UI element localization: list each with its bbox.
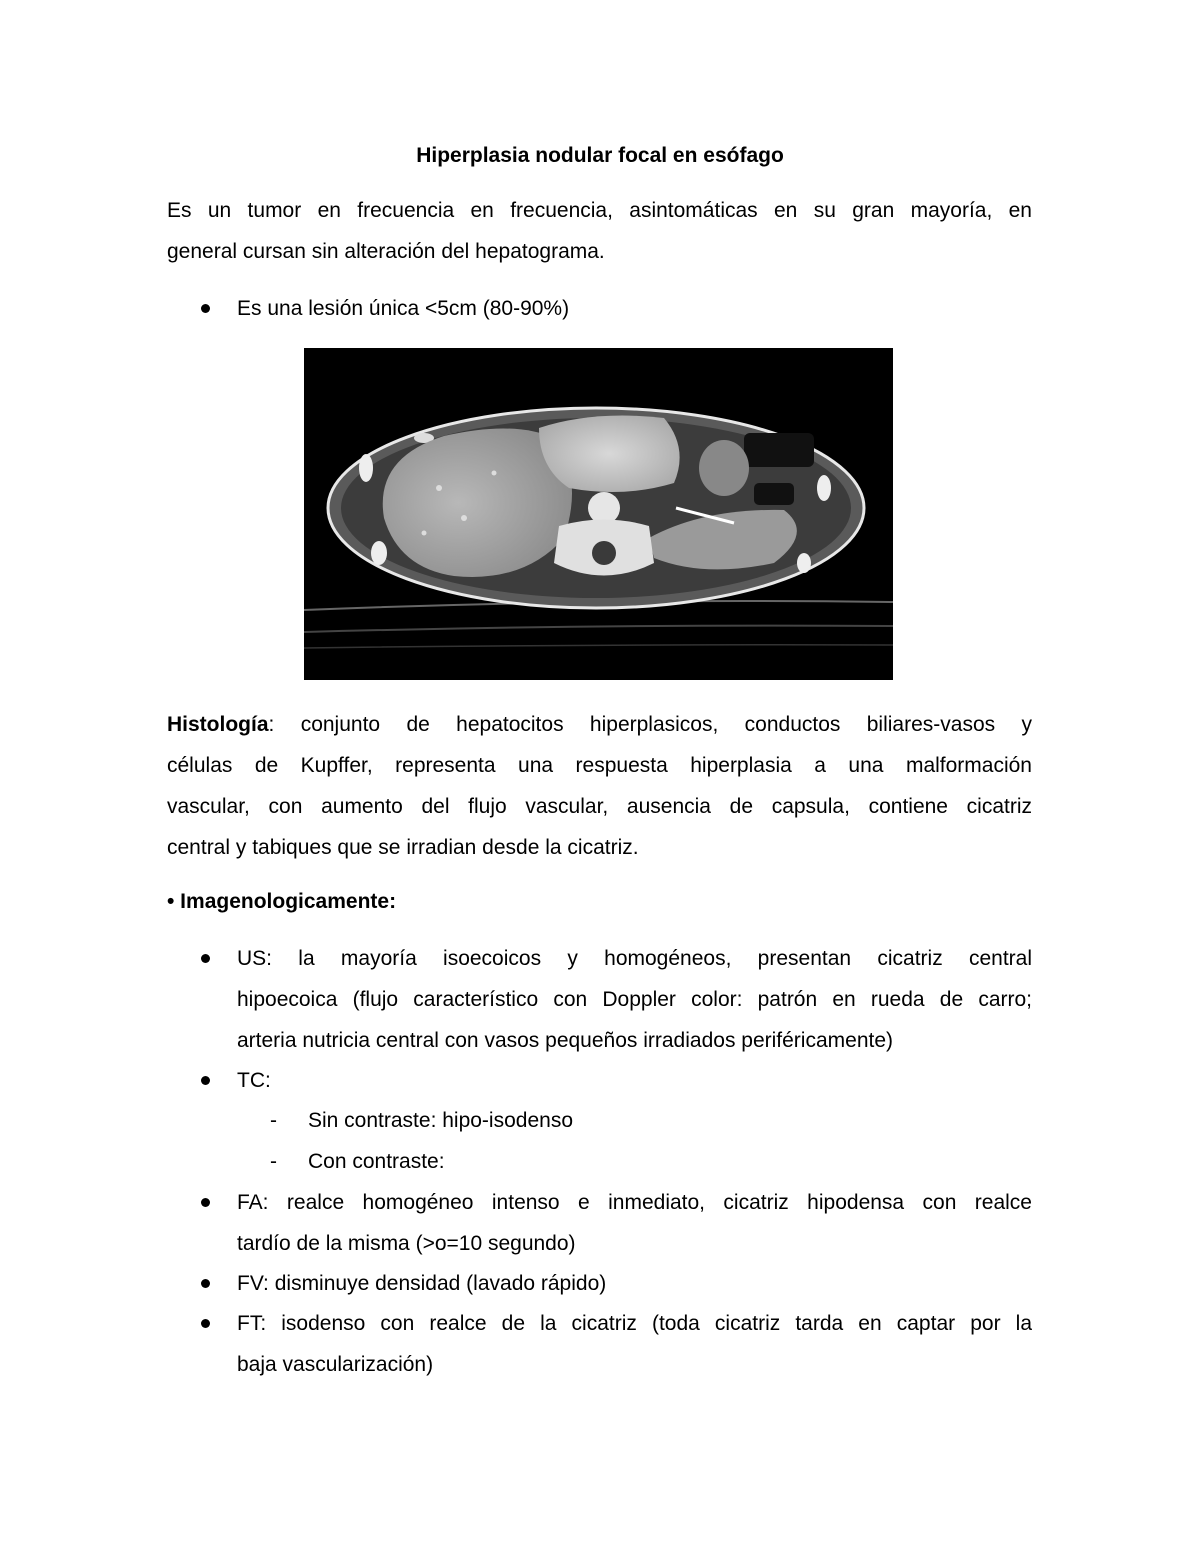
us-line-1: US: la mayoría isoecoicos y homogéneos, presentan cicatriz central (237, 947, 1032, 970)
ct-scan-image (304, 348, 893, 680)
bullet-lesion-text: Es una lesión única <5cm (80-90%) (237, 297, 570, 320)
intro-line-1: Es un tumor en frecuencia en frecuencia, asintomáticas en su gran mayoría, en (167, 199, 1032, 222)
bullet-icon (201, 1198, 210, 1207)
us-text (237, 938, 1032, 1061)
us-line-2: hipoecoica (flujo característico con Doppler color: patrón en rueda de carro; (237, 988, 1032, 1011)
histology-label: Histología (167, 713, 269, 736)
intro-line-2: general cursan sin alteración del hepatograma. (167, 240, 605, 263)
fa-line-1: FA: realce homogéneo intenso e inmediato, cicatriz hipodensa con realce (237, 1191, 1032, 1214)
bullet-icon (201, 1279, 210, 1288)
tc-label: TC: (237, 1069, 271, 1092)
tc-sub-2: Con contraste: (308, 1150, 445, 1173)
tc-sub-1: Sin contraste: hipo-isodenso (308, 1109, 573, 1132)
fv-text: FV: disminuye densidad (lavado rápido) (237, 1272, 607, 1295)
histology-paragraph (167, 704, 1032, 868)
us-line-3: arteria nutricia central con vasos pequeños irradiados periféricamente) (237, 1029, 894, 1052)
histology-line-1 (167, 704, 1032, 745)
histology-line-3: vascular, con aumento del flujo vascular, ausencia de capsula, contiene cicatriz (167, 795, 1032, 818)
fa-text (237, 1182, 1032, 1264)
histology-line-1-text: : conjunto de hepatocitos hiperplasicos, conductos biliares-vasos y (268, 713, 1032, 736)
fa-line-2: tardío de la misma (>o=10 segundo) (237, 1232, 576, 1255)
ft-text (237, 1303, 1032, 1385)
histology-line-4: central y tabiques que se irradian desde la cicatriz. (167, 836, 639, 859)
page-title: Hiperplasia nodular focal en esófago (416, 144, 784, 167)
ft-line-2: baja vascularización) (237, 1353, 434, 1376)
dash-marker: - (270, 1150, 277, 1173)
dash-marker: - (270, 1109, 277, 1132)
imaging-heading: • Imagenologicamente: (167, 890, 397, 913)
intro-paragraph (167, 190, 1032, 272)
histology-line-2: células de Kupffer, representa una respuesta hiperplasia a una malformación (167, 754, 1032, 777)
ft-line-1: FT: isodenso con realce de la cicatriz (toda cicatriz tarda en captar por la (237, 1312, 1032, 1335)
ct-scan-graphic (304, 348, 893, 680)
bullet-icon (201, 304, 210, 313)
bullet-icon (201, 954, 210, 963)
bullet-icon (201, 1076, 210, 1085)
bullet-icon (201, 1319, 210, 1328)
